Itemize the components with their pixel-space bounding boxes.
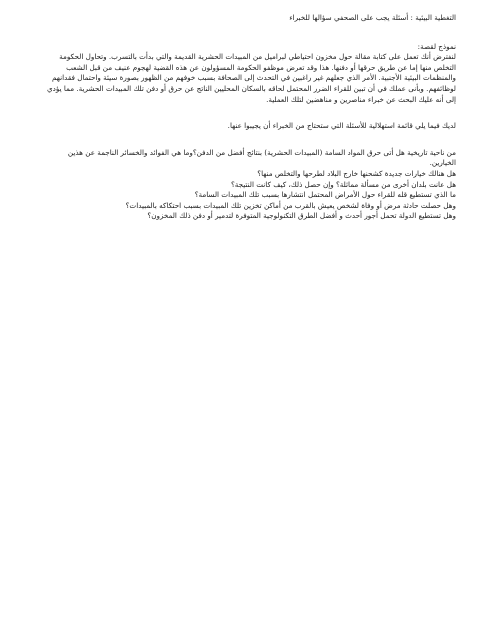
case-study-paragraph: لنفترض أنك تعمل على كتابة مقالة حول مخزون احتياطي لبراميل من المبيدات الحشرية القديمة والتي بدأت بالتسرب. وتحاول الحكومة التخلص منها إما عن طريق حرقها أو دفنها. هذا وقد تعرض موظفو الحكومة المسؤولون عن هذه القضية لهجوم عنيف من قبل الشعب والمنظمات البيئية الأجنبية. الأمر الذي جعلهم غير راغبين في التحدث إلى الصحافة بسبب خوفهم من الظهور بصورة سيئة واحتمال فقدانهم لوظائفهم. وبأنى عملك في أن تبين للقراء الضرر المحتمل لحاقه بالسكان المحليين الناتج عن حرق أو دفن تلك المبيدات الحشرية. مما يؤدي إلى أنه عليك البحث عن خبراء مناصرين و مناهضين لتلك العملية.	[47, 52, 456, 104]
question-item: هل هنالك خيارات جديدة كشحنها خارج البلاد لطرحها والتخلص منها؟	[257, 168, 456, 178]
question-item: وهل حصلت حادثة مرض أو وفاة لشخص يعيش بالقرب من أماكن تخزين تلك المبيدات بسبب احتكاكه بالمبيدات؟	[125, 200, 456, 210]
questions-list	[44, 169, 456, 222]
document-title: التغطية البيئية : أسئلة يجب على الصحفي سؤالها للخبراء	[289, 13, 456, 22]
question-lead: من ناحية تاريخية هل أتى حرق المواد السامة (المبيدات الحشرية) بنتائج أفضل من الدفن؟وما هي الفوائد والخسائر الناجمة عن هذين الخيارين.	[67, 147, 456, 168]
case-study-label: نموذج لقصة:	[417, 41, 456, 51]
questions-intro: لديك فيما يلي قائمة استهلالية للأسئلة التي ستحتاج من الخبراء أن يجيبوا عنها.	[227, 121, 456, 131]
question-item: هل عانت بلدان أخرى من مسألة مماثلة؟ وإن حصل ذلك، كيف كانت النتيجة؟	[230, 179, 456, 189]
question-item: ما الذي تستطيع قله للقراء حول الأمراض المحتمل انتشارها بسبب تلك المبيدات السامة؟	[194, 190, 456, 200]
question-item: وهل تستطيع الدولة تحمل أجور أحدث و أفضل الطرق التكنولوجية المتوفرة لتدمير أو دفن ذلك المخزون؟	[147, 211, 456, 221]
